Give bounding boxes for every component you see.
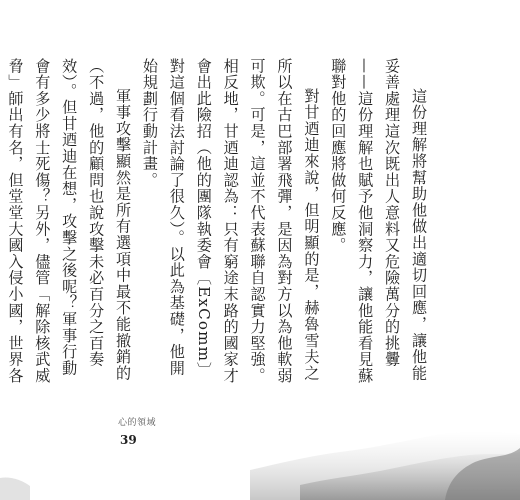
paragraph-3-text: 軍事攻擊顯然是所有選項中最不能撤銷的（不過，他的顧問也說攻擊未必百分之百奏效）。但甘迺迪在想，攻擊之後呢？軍事行動會有多少將士死傷？另外，儘管「解除核武威脅」師出有名，但堂堂大國入侵小國，世界各 xyxy=(6,58,133,384)
paragraph-1 xyxy=(324,58,432,388)
vertical-text-body xyxy=(6,58,432,388)
section-label: 心的領域 xyxy=(118,418,157,428)
wash-rock xyxy=(445,448,520,500)
page-number: 39 xyxy=(120,433,137,447)
wash-left-mark xyxy=(0,477,30,500)
paragraph-2-text: 對甘迺迪來說，但明顯的是，赫魯雪夫之所以在古巴部署飛彈，是因為對方以為他軟弱可欺。可是，這並不代表蘇聯自認實力堅強。相反地，甘迺迪認為：只有窮途末路的國家才會出此險招（他的團隊執委會〔ExComm〕對這個看法討論了很久）。以此為基礎，他開始規劃行動計畫。 xyxy=(140,58,321,384)
paragraph-3 xyxy=(0,58,136,388)
wash-far-hills xyxy=(250,431,520,500)
paragraph-1-text: 這份理解將幫助他做出適切回應，讓他能妥善處理這次既出人意料又危險萬分的挑釁——這份理解也賦予他洞察力，讓他能看見蘇聯對他的回應將做何反應。 xyxy=(329,58,428,384)
paragraph-2 xyxy=(136,58,324,388)
wash-near-hills xyxy=(300,452,520,500)
